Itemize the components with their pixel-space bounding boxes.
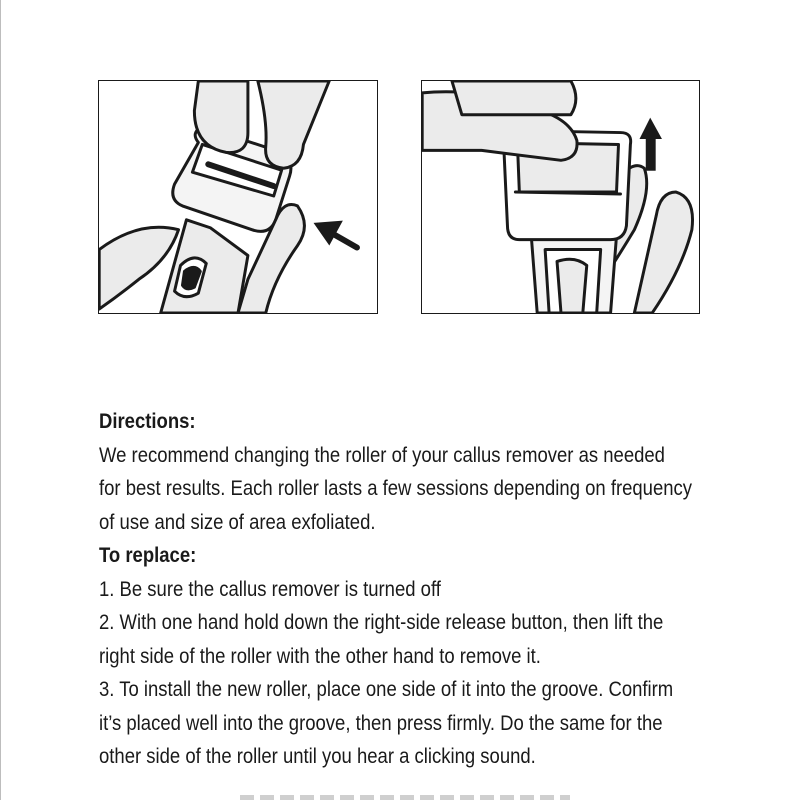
directions-heading: Directions: bbox=[99, 409, 196, 433]
directions-line: for best results. Each roller lasts a few sessions depending on frequency bbox=[99, 476, 693, 500]
remove-roller-drawing bbox=[422, 81, 699, 313]
instructions bbox=[99, 405, 739, 774]
page-edge-rule bbox=[0, 0, 1, 800]
thumb-top bbox=[452, 81, 576, 115]
directions-line: We recommend changing the roller of your callus remover as needed bbox=[99, 442, 665, 467]
cut-off-footer-text bbox=[240, 795, 570, 800]
push-arrow-icon bbox=[315, 222, 357, 248]
replace-heading: To replace: bbox=[99, 543, 197, 567]
up-arrow-icon bbox=[640, 119, 661, 171]
install-roller-drawing bbox=[99, 81, 377, 313]
replace-step: it’s placed well into the groove, then press firmly. Do the same for the bbox=[99, 710, 663, 735]
directions-line: of use and size of area exfoliated. bbox=[99, 509, 376, 534]
replace-step: 2. With one hand hold down the right-side release button, then lift the bbox=[99, 610, 664, 634]
illustration-install-roller bbox=[98, 80, 378, 314]
illustration-remove-roller bbox=[421, 80, 700, 314]
index-finger bbox=[258, 81, 329, 168]
replace-step: 3. To install the new roller, place one side of it into the groove. Confirm bbox=[99, 677, 674, 701]
replace-step: right side of the roller with the other hand to remove it. bbox=[99, 643, 541, 668]
replace-step: other side of the roller until you hear a clicking sound. bbox=[99, 744, 536, 768]
replace-step: 1. Be sure the callus remover is turned off bbox=[99, 576, 441, 601]
